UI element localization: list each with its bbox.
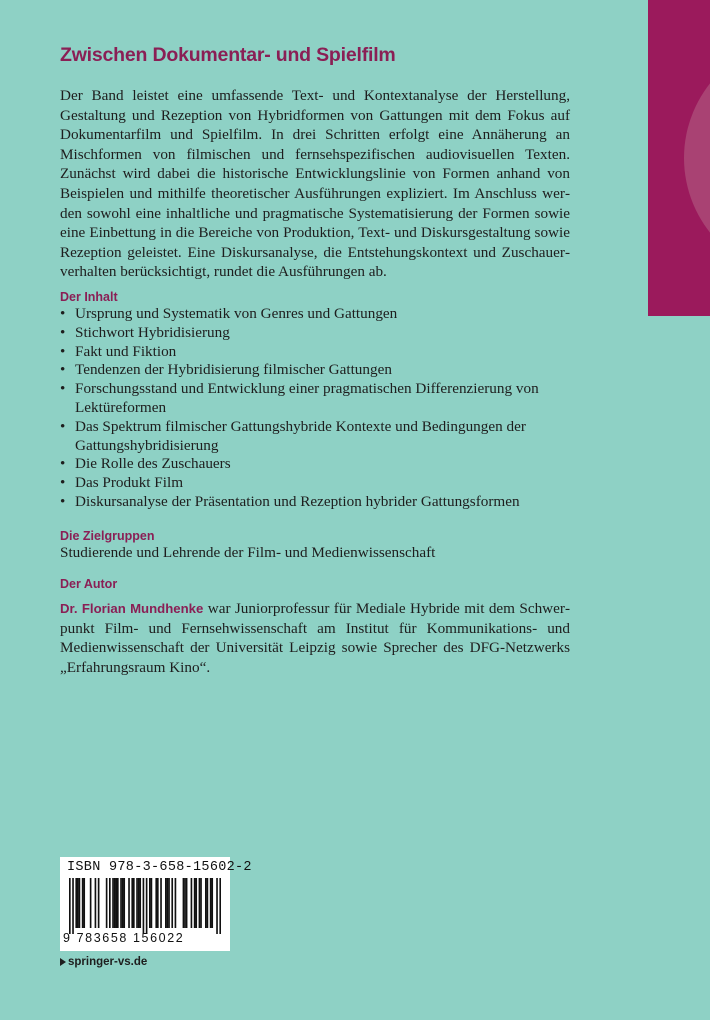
barcode-bar bbox=[183, 878, 185, 928]
contents-list bbox=[60, 305, 580, 512]
contents-item bbox=[60, 343, 580, 362]
publisher-link[interactable] bbox=[60, 956, 147, 968]
barcode-bar bbox=[155, 878, 157, 928]
barcode-bar bbox=[112, 878, 114, 928]
bullet-icon: • bbox=[60, 417, 66, 435]
author-heading: Der Autor bbox=[60, 577, 118, 591]
contents-item-text: Tendenzen der Hybridisierung filmischer Gattungen bbox=[75, 361, 392, 379]
book-title: Zwischen Dokumentar- und Spielfilm bbox=[60, 44, 396, 66]
barcode-bar bbox=[149, 878, 151, 928]
contents-item-text: Fakt und Fiktion bbox=[75, 342, 177, 360]
barcode-bar bbox=[139, 878, 141, 928]
barcode-bar bbox=[72, 878, 74, 934]
barcode-bar bbox=[83, 878, 85, 928]
barcode-bar bbox=[128, 878, 130, 928]
barcode-bar bbox=[133, 878, 135, 928]
barcode-bar bbox=[79, 878, 81, 928]
barcode-bar bbox=[165, 878, 167, 928]
barcode-bar bbox=[95, 878, 97, 928]
contents-item bbox=[60, 305, 580, 324]
barcode-bar bbox=[120, 878, 122, 928]
barcode-bar bbox=[184, 878, 186, 928]
barcode-bar bbox=[143, 878, 145, 934]
barcode-bar bbox=[69, 878, 71, 934]
bullet-icon: • bbox=[60, 455, 66, 473]
barcode-bar bbox=[199, 878, 201, 928]
barcode-bar bbox=[114, 878, 116, 928]
contents-item-text: Forschungsstand und Entwicklung einer pragmatischen Differenzierung von Lektüreformen bbox=[75, 380, 539, 416]
barcode-bar bbox=[138, 878, 140, 928]
arrow-right-icon bbox=[60, 958, 66, 966]
contents-item bbox=[60, 418, 580, 456]
contents-item bbox=[60, 361, 580, 380]
barcode-bar bbox=[117, 878, 119, 928]
barcode-bar bbox=[77, 878, 79, 928]
cover-accent-block bbox=[648, 0, 710, 316]
barcode-bar bbox=[115, 878, 117, 928]
barcode-bar bbox=[82, 878, 84, 928]
barcode-bar bbox=[210, 878, 212, 928]
barcode-bars bbox=[69, 878, 221, 934]
barcode-bar bbox=[146, 878, 148, 934]
contents-item bbox=[60, 493, 580, 512]
barcode-bar bbox=[98, 878, 100, 928]
author-name: Dr. Florian Mundhenke bbox=[60, 601, 204, 616]
barcode-bar bbox=[167, 878, 169, 928]
bullet-icon: • bbox=[60, 342, 66, 360]
publisher-link-text: springer-vs.de bbox=[68, 956, 148, 968]
barcode-bar bbox=[131, 878, 133, 928]
contents-item bbox=[60, 380, 580, 418]
barcode-bar bbox=[194, 878, 196, 928]
barcode-bar bbox=[122, 878, 124, 928]
barcode-bar bbox=[175, 878, 177, 928]
contents-item bbox=[60, 474, 580, 493]
audience-heading: Die Zielgruppen bbox=[60, 529, 155, 543]
contents-item-text: Das Spektrum filmischer Gattungshybride Kontexte und Bedingungen der Gattungshybridisierung bbox=[75, 417, 526, 454]
barcode-bar bbox=[186, 878, 188, 928]
barcode-bar bbox=[219, 878, 221, 934]
barcode-bar bbox=[151, 878, 153, 928]
barcode-bar bbox=[136, 878, 138, 928]
barcode-bar bbox=[171, 878, 173, 928]
cover-accent-arc bbox=[684, 38, 710, 278]
isbn-barcode bbox=[60, 857, 252, 951]
bullet-icon: • bbox=[60, 492, 66, 510]
book-description: Der Band leistet eine umfassende Text- und Kontextanalyse der Herstellung, Gestaltung und Rezeption von Hybridformen von Gattungen mit dem Fokus auf Dokumentarfilm und Spielfilm. In drei Schritten erfolgt eine Annäherung an Mischformen von filmischen und fernsehspezifischen audiovisuellen Texten. Zunächst wird dabei die historische Entwicklungslinie von Formen anhand von Beispielen und mithilfe theoretischer Ausführungen expliziert. Im Anschluss werden sowohl eine inhaltliche und pragmatische Systematisierung der Formen sowie eine Einbettung in die Bereiche von Produktion, Text- und Diskursgestaltung sowie Rezeption geleistet. Eine Diskursanalyse, die Entstehungskontext und Zuschauerverhalten berücksichtigt, rundet die Ausführungen ab. bbox=[60, 87, 570, 281]
bullet-icon: • bbox=[60, 361, 66, 379]
contents-item-text: Diskursanalyse der Präsentation und Rezeption hybrider Gattungsformen bbox=[75, 492, 520, 510]
contents-item-text: Ursprung und Systematik von Genres und Gattungen bbox=[75, 305, 398, 322]
isbn-label: ISBN 978-3-658-15602-2 bbox=[67, 860, 252, 875]
bullet-icon: • bbox=[60, 305, 66, 322]
barcode-bar bbox=[168, 878, 170, 928]
bullet-icon: • bbox=[60, 323, 66, 341]
barcode-bar bbox=[211, 878, 213, 928]
barcode-bar bbox=[90, 878, 92, 928]
contents-item-text: Stichwort Hybridisierung bbox=[75, 323, 230, 341]
barcode-bar bbox=[160, 878, 162, 928]
contents-item-text: Das Produkt Film bbox=[75, 474, 184, 492]
barcode-bar bbox=[106, 878, 108, 928]
contents-heading: Der Inhalt bbox=[60, 290, 118, 304]
barcode-bar bbox=[75, 878, 77, 928]
barcode-bar bbox=[191, 878, 193, 928]
author-bio-text: war Juniorprofessur für Mediale Hybride mit dem Schwerpunkt Film- und Fernsehwissenschaft am Institut für Kommunikations- und Medienwissenschaft der Universität Leipzig sowie Sprecher des DFG-Netzwerks „Erfahrungsraum Kino“. bbox=[60, 600, 570, 676]
contents-item-text: Die Rolle des Zuschauers bbox=[75, 455, 231, 473]
contents-item bbox=[60, 324, 580, 343]
barcode-bar bbox=[195, 878, 197, 928]
barcode-bar bbox=[200, 878, 202, 928]
barcode-bar bbox=[216, 878, 218, 934]
author-bio bbox=[60, 599, 570, 677]
barcode-bar bbox=[109, 878, 111, 928]
barcode-bar bbox=[157, 878, 159, 928]
contents-item bbox=[60, 455, 580, 474]
bullet-icon: • bbox=[60, 474, 66, 492]
audience-text: Studierende und Lehrende der Film- und Medienwissenschaft bbox=[60, 544, 436, 561]
bullet-icon: • bbox=[60, 380, 66, 398]
barcode-digits: 9 783658 156022 bbox=[63, 931, 185, 945]
barcode-bar bbox=[207, 878, 209, 928]
barcode-bar bbox=[205, 878, 207, 928]
barcode-bar bbox=[123, 878, 125, 928]
